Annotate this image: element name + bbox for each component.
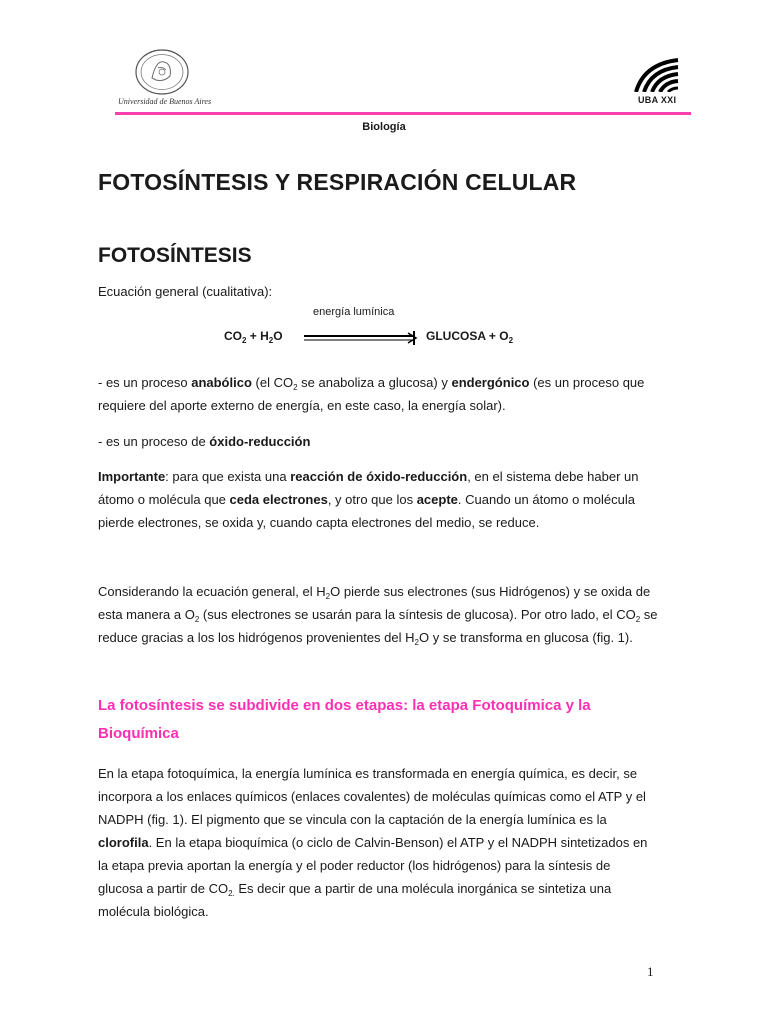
page-title: FOTOSÍNTESIS Y RESPIRACIÓN CELULAR [98, 169, 577, 195]
page-number: 1 [647, 964, 654, 979]
anabolic-paragraph: - es un proceso anabólico (el $CO_2$ se anaboliza a glucosa) y endergónico (es un proceso que requiere del aporte externo de energía, en este caso, la energía solar). [98, 375, 645, 413]
university-seal-logo [134, 48, 190, 96]
redox-paragraph: - es un proceso de óxido-reducción [98, 434, 311, 449]
uba-xxi-logo [634, 58, 680, 92]
equation-products: GLUCOSA + $O_2$ [426, 329, 514, 345]
header-divider [115, 112, 691, 115]
equation-reactants: $CO_2 + H_2O$ [224, 329, 283, 345]
university-caption: Universidad de Buenos Aires [118, 97, 212, 106]
stages-paragraph: En la etapa fotoquímica, la energía lumínica es transformada en energía química, es decir, se incorpora a los enlaces químicos (enlaces covalentes) de moléculas químicas como el ATP y el NADPH (fig. 1). El pigmento que se vincula con la captación de la energía lumínica es la clorofila. En la etapa bioquímica (o ciclo de Calvin-Benson) el ATP y el NADPH sintetizados en la etapa previa aportan la energía y el poder reductor (los hidrógenos) para la síntesis de glucosa a partir de $CO_{2.}$ Es decir que a partir de una molécula inorgánica se sintetiza una molécula biológica. [98, 766, 648, 919]
important-paragraph: Importante: para que exista una reacción de óxido-reducción, en el sistema debe haber un átomo o molécula que ceda electrones, y otro que los acepte. Cuando un átomo o molécula pierde electrones, se oxida y, cuando capta electrones del medio, se reduce. [98, 469, 639, 530]
reaction-arrow-icon [302, 331, 420, 345]
section-title: FOTOSÍNTESIS [98, 244, 252, 267]
subject-label: Biología [362, 121, 406, 133]
stages-heading: La fotosíntesis se subdivide en dos etapas: la etapa Fotoquímica y la Bioquímica [98, 697, 591, 742]
uba-xxi-label: UBA XXI [638, 95, 677, 105]
equation-intro: Ecuación general (cualitativa): [98, 284, 273, 299]
considering-paragraph: Considerando la ecuación general, el $H_2O$ pierde sus electrones (sus Hidrógenos) y se oxida de esta manera a $O_2$ (sus electrones se usarán para la síntesis de glucosa). Por otro lado, el $CO_2$ se reduce gracias a los los hidrógenos provenientes del $H_2O$ y se transforma en glucosa (fig. 1). [98, 584, 658, 647]
arrow-label: energía lumínica [313, 306, 395, 318]
